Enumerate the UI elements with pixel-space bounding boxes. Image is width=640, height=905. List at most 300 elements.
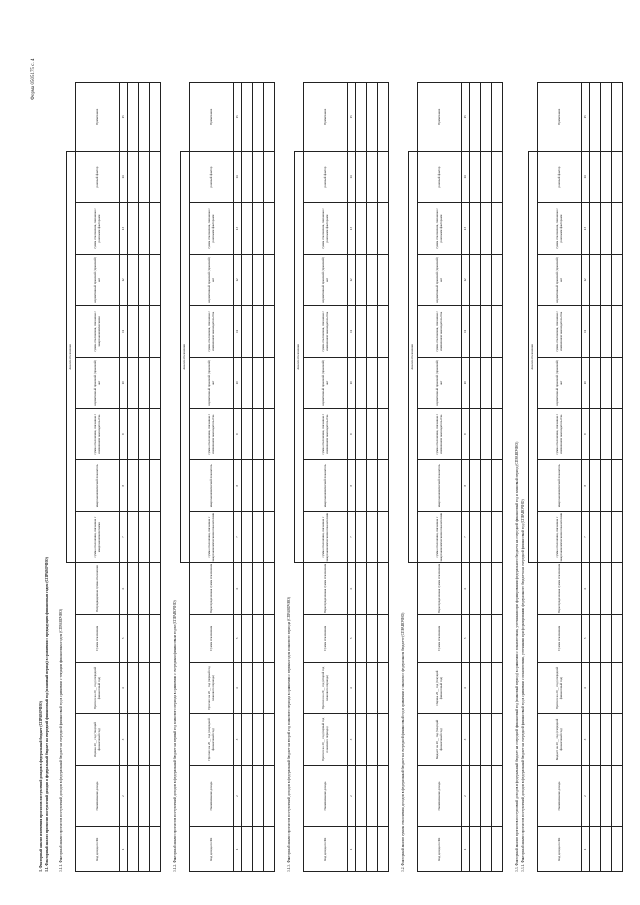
- table-cell: [612, 203, 623, 254]
- table-cell: [378, 254, 389, 305]
- table-cell: [356, 614, 367, 662]
- group-spacer: [529, 563, 538, 872]
- column-number: 15: [120, 83, 128, 152]
- column-header: разовый фактор: [190, 151, 234, 203]
- table-cell: [378, 714, 389, 765]
- column-number: 8: [120, 460, 128, 511]
- table-cell: [590, 203, 601, 254]
- group-spacer: [181, 83, 190, 152]
- table-cell: [128, 563, 139, 614]
- table-cell: [150, 662, 161, 713]
- table-cell: [601, 511, 612, 562]
- column-number: 1: [462, 827, 470, 872]
- table-cell: [356, 306, 367, 357]
- table-cell: [481, 511, 492, 562]
- table-cell: [481, 662, 492, 713]
- group-spacer: [409, 83, 418, 152]
- column-header: Примечание: [190, 83, 234, 152]
- table-cell: [612, 662, 623, 713]
- table-cell: [378, 563, 389, 614]
- table-cell: [150, 306, 161, 357]
- column-header: нормативный правовой (правовой) акт: [304, 254, 348, 305]
- column-header: Бюджет на 20__ год (очередной финансовый год): [538, 714, 582, 765]
- table-cell: [601, 765, 612, 827]
- column-number: 13: [462, 203, 470, 254]
- table-cell: [150, 511, 161, 562]
- column-number: 10: [462, 357, 470, 408]
- table-cell: [139, 563, 150, 614]
- column-header: нормативный правовой (правовой) акт: [76, 357, 120, 408]
- column-header: сумма отклонения, связанная с макроэкономическими показателями: [304, 511, 348, 562]
- column-number: 11: [120, 306, 128, 357]
- table-cell: [601, 563, 612, 614]
- table-cell: [378, 662, 389, 713]
- column-number: 5: [120, 614, 128, 662]
- table-cell: [492, 662, 503, 713]
- column-header: сумма отклонения, связанная с изменением законодательства: [190, 409, 234, 460]
- table-cell: [264, 662, 275, 713]
- table-cell: [139, 254, 150, 305]
- table-cell: [264, 151, 275, 203]
- table-cell: [492, 714, 503, 765]
- table-cell: [128, 83, 139, 152]
- column-header: Сумма отклонения: [76, 614, 120, 662]
- table-cell: [128, 662, 139, 713]
- table-cell: [470, 511, 481, 562]
- table-cell: [590, 151, 601, 203]
- table-cell: [470, 203, 481, 254]
- table-cell: [492, 306, 503, 357]
- column-number: 3: [348, 714, 356, 765]
- column-number: 14: [582, 151, 590, 203]
- column-number: 5: [582, 614, 590, 662]
- table-cell: [264, 203, 275, 254]
- table-cell: [139, 614, 150, 662]
- table-cell: [356, 765, 367, 827]
- column-number: 3: [234, 714, 242, 765]
- column-number: 7: [462, 511, 470, 562]
- column-number: 6: [582, 563, 590, 614]
- column-header: Сумма отклонения: [538, 614, 582, 662]
- table-cell: [253, 614, 264, 662]
- table-cell: [139, 827, 150, 872]
- column-header: сумма отклонения, связанная с изменением законодательства: [418, 409, 462, 460]
- table-cell: [264, 563, 275, 614]
- column-header: Нераспределенная сумма отклонения: [304, 563, 348, 614]
- column-number: 6: [120, 563, 128, 614]
- column-number: 15: [582, 83, 590, 152]
- table-cell: [253, 83, 264, 152]
- column-number: 2: [582, 765, 590, 827]
- table-cell: [378, 151, 389, 203]
- column-number: 13: [582, 203, 590, 254]
- table-cell: [150, 203, 161, 254]
- table-cell: [601, 357, 612, 408]
- column-header: нормативный правовой (правовой) акт: [418, 357, 462, 408]
- column-number: 9: [582, 409, 590, 460]
- rotated-form: [25, 10, 630, 880]
- table-cell: [367, 151, 378, 203]
- table-cell: [150, 614, 161, 662]
- table-cell: [612, 357, 623, 408]
- table-cell: [470, 765, 481, 827]
- table-cell: [378, 203, 389, 254]
- table-cell: [264, 460, 275, 511]
- table-cell: [253, 765, 264, 827]
- table-cell: [612, 827, 623, 872]
- column-number: 6: [348, 563, 356, 614]
- column-number: 12: [582, 254, 590, 305]
- column-number: 10: [234, 357, 242, 408]
- factor-analysis-table: [294, 82, 389, 872]
- section-title: 3. Факторный анализ изменения прогнозов поступлений доходов в федеральный бюджет (СПРАВОЧНО): [39, 701, 43, 872]
- table-cell: [139, 714, 150, 765]
- table-cell: [264, 254, 275, 305]
- column-header: нормативный правовой (правовой) акт: [538, 254, 582, 305]
- column-number: 13: [120, 203, 128, 254]
- column-header: сумма отклонения, связанная с макроэкономическими: [76, 306, 120, 357]
- table-cell: [253, 151, 264, 203]
- column-number: 1: [120, 827, 128, 872]
- table-cell: [264, 511, 275, 562]
- table-cell: [242, 306, 253, 357]
- table-cell: [356, 460, 367, 511]
- table-cell: [590, 357, 601, 408]
- table-cell: [264, 83, 275, 152]
- column-number: 9: [120, 409, 128, 460]
- table-cell: [601, 714, 612, 765]
- table-cell: [492, 203, 503, 254]
- group-spacer: [67, 83, 76, 152]
- table-cell: [470, 306, 481, 357]
- column-number: 5: [348, 614, 356, 662]
- column-number: 6: [234, 563, 242, 614]
- column-header: нормативный правовой (правовой) акт: [304, 357, 348, 408]
- column-header: нормативный правовой (правовой) акт: [190, 254, 234, 305]
- column-number: 4: [234, 662, 242, 713]
- table-cell: [481, 254, 492, 305]
- table-cell: [481, 714, 492, 765]
- table-cell: [601, 827, 612, 872]
- column-header: разовый фактор: [76, 151, 120, 203]
- table-cell: [378, 827, 389, 872]
- table-cell: [253, 714, 264, 765]
- table-cell: [242, 409, 253, 460]
- table-cell: [356, 254, 367, 305]
- table-cell: [492, 357, 503, 408]
- table-cell: [253, 203, 264, 254]
- column-header: Наименование дохода: [418, 765, 462, 827]
- column-number: 9: [348, 409, 356, 460]
- table-cell: [253, 460, 264, 511]
- column-number: 10: [348, 357, 356, 408]
- column-header: сумма отклонения, связанная с разовыми факторами: [538, 203, 582, 254]
- table-cell: [128, 306, 139, 357]
- table-cell: [590, 714, 601, 765]
- section-subtitle: 3.1. Факторный анализ прогнозов поступлений доходов в федеральный бюджет на очередной финансовый год (плановый период) в сравнении с предыдущим финансовым годом (СПРАВОЧНО): [45, 557, 49, 872]
- column-number: 10: [582, 357, 590, 408]
- factor-analysis-table: [66, 82, 161, 872]
- table-cell: [492, 254, 503, 305]
- table-cell: [367, 614, 378, 662]
- group-header: Анализ отклонения: [529, 151, 538, 563]
- table-cell: [378, 460, 389, 511]
- column-number: 4: [462, 662, 470, 713]
- column-header: Прогноз на 20__ год (очередной финансовый год): [76, 662, 120, 713]
- column-header: макроэкономический показатель: [304, 460, 348, 511]
- column-header: сумма отклонения, связанная с макроэкономическими: [76, 511, 120, 562]
- table-cell: [128, 614, 139, 662]
- table-cell: [590, 460, 601, 511]
- table-cell: [242, 563, 253, 614]
- table-cell: [612, 254, 623, 305]
- table-cell: [367, 563, 378, 614]
- column-number: 13: [348, 203, 356, 254]
- table-cell: [367, 765, 378, 827]
- group-header: Анализ отклонения: [295, 151, 304, 563]
- table-cell: [612, 714, 623, 765]
- group-header: Анализ отклонения: [409, 151, 418, 563]
- column-number: 8: [462, 460, 470, 511]
- column-header: сумма отклонения, связанная с разовыми факторами: [190, 203, 234, 254]
- column-number: 3: [462, 714, 470, 765]
- table-cell: [481, 151, 492, 203]
- table-cell: [612, 409, 623, 460]
- table-cell: [264, 357, 275, 408]
- table-cell: [128, 511, 139, 562]
- table-cell: [242, 203, 253, 254]
- column-header: Код дохода по БК: [538, 827, 582, 872]
- table-cell: [150, 254, 161, 305]
- table-cell: [367, 83, 378, 152]
- column-header: Прогноз на 20__ год (первый год планового периода): [304, 714, 348, 765]
- column-header: нормативный правовой (правовой) акт: [76, 254, 120, 305]
- table-cell: [378, 765, 389, 827]
- table-cell: [139, 511, 150, 562]
- table-cell: [150, 827, 161, 872]
- table-cell: [356, 662, 367, 713]
- column-header: Наименование дохода: [76, 765, 120, 827]
- table-cell: [150, 357, 161, 408]
- table-cell: [481, 460, 492, 511]
- column-number: 14: [348, 151, 356, 203]
- table-cell: [242, 151, 253, 203]
- column-header: Примечание: [76, 83, 120, 152]
- table-caption-secondary: 3.3.1. Факторный анализ прогнозов поступлений доходов в федеральный бюджет на очередной финансовый год в сравнении с показателями, учтенными при формировании федерального бюджета на очередной финансовый год (СПРАВОЧНО): [521, 499, 525, 872]
- table-cell: [356, 827, 367, 872]
- column-number: 11: [348, 306, 356, 357]
- table-cell: [356, 151, 367, 203]
- column-header: Код дохода по БК: [190, 827, 234, 872]
- table-cell: [253, 662, 264, 713]
- column-header: сумма отклонения, связанная с изменением законодательства: [418, 306, 462, 357]
- column-header: сумма отклонения, связанная с изменением законодательства: [538, 306, 582, 357]
- table-cell: [481, 306, 492, 357]
- column-header: сумма отклонения, связанная с макроэкономическими показателями: [418, 511, 462, 562]
- table-cell: [481, 357, 492, 408]
- column-number: 14: [462, 151, 470, 203]
- column-header: макроэкономический показатель: [190, 460, 234, 511]
- table-cell: [492, 511, 503, 562]
- column-number: 4: [348, 662, 356, 713]
- column-header: макроэкономический показатель: [538, 460, 582, 511]
- table-cell: [356, 714, 367, 765]
- table-cell: [367, 511, 378, 562]
- column-number: 15: [234, 83, 242, 152]
- column-number: 12: [348, 254, 356, 305]
- column-number: 5: [234, 614, 242, 662]
- column-header: Код дохода по БК: [304, 827, 348, 872]
- column-header: сумма отклонения, связанная с изменением законодательства: [190, 306, 234, 357]
- column-header: Код дохода по БК: [418, 827, 462, 872]
- table-cell: [601, 151, 612, 203]
- group-spacer: [409, 563, 418, 872]
- column-header: Сумма отклонения: [418, 614, 462, 662]
- table-cell: [242, 511, 253, 562]
- table-cell: [470, 409, 481, 460]
- table-cell: [242, 827, 253, 872]
- table-cell: [264, 765, 275, 827]
- table-cell: [264, 827, 275, 872]
- table-cell: [481, 83, 492, 152]
- column-number: 11: [462, 306, 470, 357]
- table-cell: [150, 83, 161, 152]
- column-number: 14: [120, 151, 128, 203]
- table-cell: [139, 662, 150, 713]
- column-header: сумма отклонения, связанная с разовыми факторами: [418, 203, 462, 254]
- table-cell: [612, 765, 623, 827]
- table-cell: [481, 827, 492, 872]
- table-cell: [242, 765, 253, 827]
- table-cell: [139, 83, 150, 152]
- column-header: Примечание: [304, 83, 348, 152]
- table-cell: [139, 460, 150, 511]
- table-cell: [367, 827, 378, 872]
- column-number: 12: [120, 254, 128, 305]
- table-cell: [601, 254, 612, 305]
- table-cell: [481, 614, 492, 662]
- table-cell: [492, 563, 503, 614]
- table-cell: [470, 563, 481, 614]
- column-number: 1: [234, 827, 242, 872]
- column-header: сумма отклонения, связанная с разовыми факторами: [304, 203, 348, 254]
- table-cell: [139, 306, 150, 357]
- table-cell: [264, 409, 275, 460]
- table-cell: [242, 714, 253, 765]
- column-number: 11: [234, 306, 242, 357]
- table-cell: [367, 409, 378, 460]
- column-header: Примечание: [418, 83, 462, 152]
- table-cell: [367, 714, 378, 765]
- table-cell: [150, 151, 161, 203]
- column-number: 15: [348, 83, 356, 152]
- column-header: сумма отклонения, связанная с макроэкономическими показателями: [538, 511, 582, 562]
- column-number: 7: [582, 511, 590, 562]
- table-cell: [378, 409, 389, 460]
- table-cell: [601, 614, 612, 662]
- table-cell: [253, 563, 264, 614]
- column-number: 14: [234, 151, 242, 203]
- group-header: Анализ отклонения: [67, 151, 76, 563]
- table-cell: [601, 662, 612, 713]
- table-cell: [590, 306, 601, 357]
- table-cell: [253, 254, 264, 305]
- column-number: 7: [234, 511, 242, 562]
- table-cell: [128, 765, 139, 827]
- table-cell: [128, 460, 139, 511]
- group-spacer: [295, 563, 304, 872]
- column-number: 7: [348, 511, 356, 562]
- column-number: 2: [234, 765, 242, 827]
- column-number: 7: [120, 511, 128, 562]
- column-header: макроэкономический показатель: [418, 460, 462, 511]
- table-cell: [601, 409, 612, 460]
- column-header: сумма отклонения, связанная с изменением законодательства: [76, 409, 120, 460]
- column-header: Нераспределенная сумма отклонения: [538, 563, 582, 614]
- column-number: 6: [462, 563, 470, 614]
- column-number: 3: [582, 714, 590, 765]
- table-cell: [242, 614, 253, 662]
- group-spacer: [295, 83, 304, 152]
- column-number: 13: [234, 203, 242, 254]
- column-number: 9: [234, 409, 242, 460]
- column-header: Нераспределенная сумма отклонения: [418, 563, 462, 614]
- table-cell: [128, 409, 139, 460]
- table-cell: [150, 563, 161, 614]
- table-cell: [128, 203, 139, 254]
- table-cell: [601, 203, 612, 254]
- table-cell: [590, 254, 601, 305]
- column-header: Наименование дохода: [538, 765, 582, 827]
- table-cell: [139, 357, 150, 408]
- table-cell: [481, 765, 492, 827]
- column-header: Оценка 20__ год (текущий финансовый год): [418, 662, 462, 713]
- table-cell: [378, 357, 389, 408]
- table-cell: [264, 714, 275, 765]
- table-cell: [356, 409, 367, 460]
- column-header: макроэкономический показатель: [76, 460, 120, 511]
- table-cell: [150, 714, 161, 765]
- table-cell: [367, 662, 378, 713]
- column-number: 8: [348, 460, 356, 511]
- table-cell: [601, 306, 612, 357]
- column-header: Прогноз на 20__ год (очередной финансовый год): [538, 662, 582, 713]
- table-cell: [242, 357, 253, 408]
- table-cell: [139, 409, 150, 460]
- table-cell: [492, 409, 503, 460]
- table-cell: [367, 203, 378, 254]
- table-cell: [612, 83, 623, 152]
- table-cell: [492, 460, 503, 511]
- table-cell: [470, 614, 481, 662]
- factor-analysis-table: [408, 82, 503, 872]
- column-header: Непредвиденная сумма отклонения: [76, 563, 120, 614]
- table-caption: 3.3. Факторный анализ прогнозов поступлений доходов в федеральный бюджет на очередной финансовый год (плановый период) в сравнении с показателями, учтенными при формировании федерального бюджета на очередной финансовый год и плановый период (СПРАВОЧНО): [515, 441, 519, 872]
- table-cell: [356, 83, 367, 152]
- table-cell: [367, 254, 378, 305]
- table-caption: 3.1.1. Факторный анализ прогнозов поступлений доходов в федеральный бюджет на очередной финансовый год в сравнении с текущим финансовым годом (СПРАВОЧНО): [59, 608, 63, 872]
- column-header: разовый фактор: [304, 151, 348, 203]
- column-number: 2: [462, 765, 470, 827]
- form-code: Форма 0505175 с. 4: [31, 58, 36, 100]
- column-number: 15: [462, 83, 470, 152]
- table-cell: [128, 151, 139, 203]
- table-cell: [470, 827, 481, 872]
- table-cell: [601, 460, 612, 511]
- factor-analysis-table: [528, 82, 623, 872]
- table-cell: [367, 357, 378, 408]
- table-caption: 3.2. Факторный анализ суммы отклонения доходов в федеральный бюджет на очередной финансовый год в сравнении с законом о федеральном бюджете (СПРАВОЧНО): [401, 612, 405, 872]
